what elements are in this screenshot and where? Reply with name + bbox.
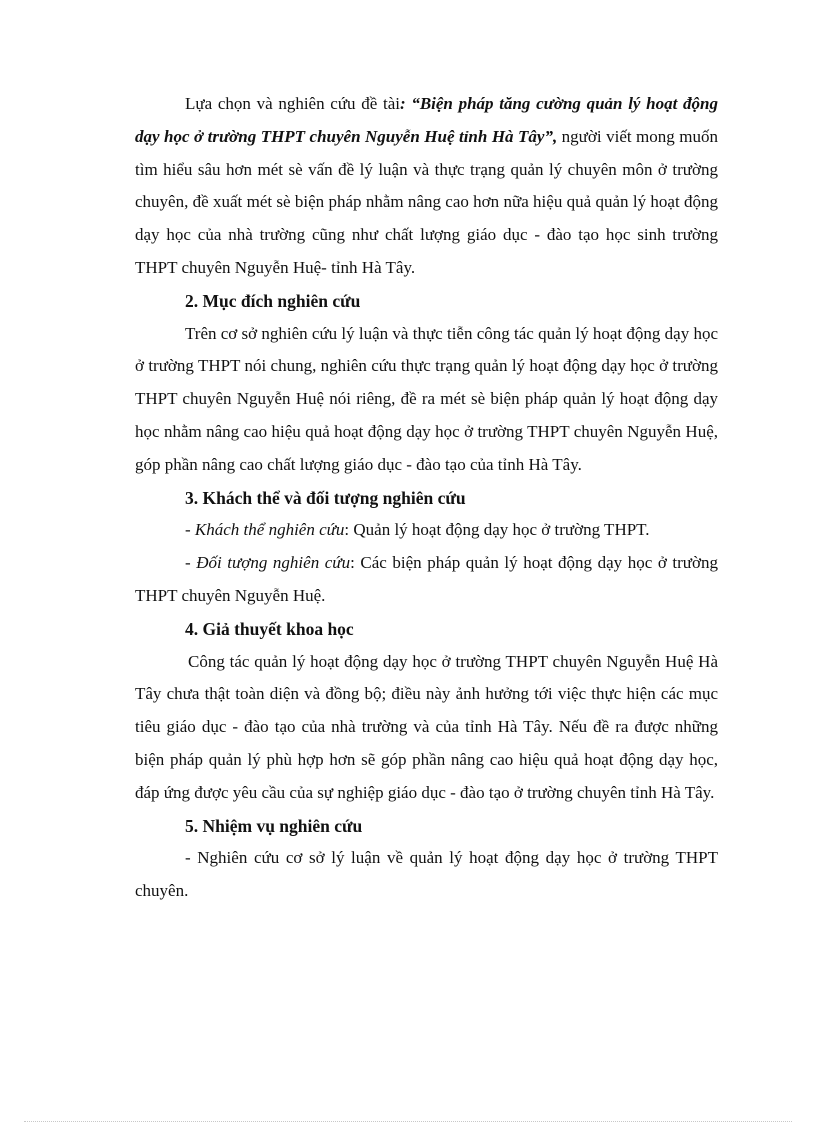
item-label: - Đối tượng nghiên cứu — [185, 553, 351, 573]
section-4-text: Công tác quản lý hoạt động dạy học ở trường THPT chuyên Nguyễn Huệ Hà Tây chưa thật toàn diện và đồng bộ; điều này ảnh hưởng tới việc thực hiện các mục tiêu giáo dục - đào tạo của nhà trường và của tỉnh Hà Tây. Nếu đề ra được những biện pháp quản lý phù hợp hơn sẽ góp phần nâng cao hiệu quả hoạt động dạy học, đáp ứng được yêu cầu của sự nghiệp giáo dục - đào tạo ở trường chuyên tỉnh Hà Tây. — [135, 651, 718, 802]
section-3-item-subject — [135, 547, 718, 613]
section-5-heading: 5. Nhiệm vụ nghiên cứu — [185, 815, 363, 836]
section-3-item-object — [135, 514, 718, 547]
section-2-text: Trên cơ sở nghiên cứu lý luận và thực tiễn công tác quản lý hoạt động dạy học ở trường THPT nói chung, nghiên cứu thực trạng quản lý hoạt động dạy học ở trường THPT chuyên Nguyễn Huệ nói riêng, đề ra mét sè biện pháp quản lý hoạt động dạy học nhằm nâng cao hiệu quả hoạt động dạy học ở trường THPT chuyên Nguyễn Huệ, góp phần nâng cao chất lượng giáo dục - đào tạo của tỉnh Hà Tây. — [135, 323, 718, 474]
intro-body: người viết mong muốn tìm hiểu sâu hơn mét sè vấn đề lý luận và thực trạng quản lý chuyên môn ở trường chuyên, đề xuất mét sè biện pháp nhằm nâng cao hơn nữa hiệu quả quản lý hoạt động dạy học của nhà trường cũng như chất lượng giáo dục - đào tạo học sinh trường THPT chuyên Nguyễn Huệ- tỉnh Hà Tây. — [135, 126, 718, 277]
thesis-title: : “Biện pháp tăng cường quản lý hoạt động dạy học ở trường THPT chuyên Nguyễn Huệ tỉnh Hà Tây”, — [135, 94, 718, 146]
item-text: : Các biện pháp quản lý hoạt động dạy học ở trường THPT chuyên Nguyễn Huệ. — [135, 553, 718, 605]
section-3-heading: 3. Khách thể và đối tượng nghiên cứu — [185, 487, 466, 508]
page-bottom-divider — [24, 1121, 792, 1122]
item-text: : Quản lý hoạt động dạy học ở trường THPT. — [344, 520, 650, 540]
section-4-heading: 4. Giả thuyết khoa học — [185, 618, 354, 639]
section-2-heading: 2. Mục đích nghiên cứu — [185, 290, 361, 311]
intro-paragraph — [135, 88, 718, 285]
section-5-item-1: - Nghiên cứu cơ sở lý luận về quản lý hoạt động dạy học ở trường THPT chuyên. — [135, 848, 718, 901]
item-label: - Khách thể nghiên cứu — [185, 520, 345, 540]
document-page — [135, 88, 718, 908]
intro-lead: Lựa chọn và nghiên cứu đề tài — [185, 94, 400, 113]
